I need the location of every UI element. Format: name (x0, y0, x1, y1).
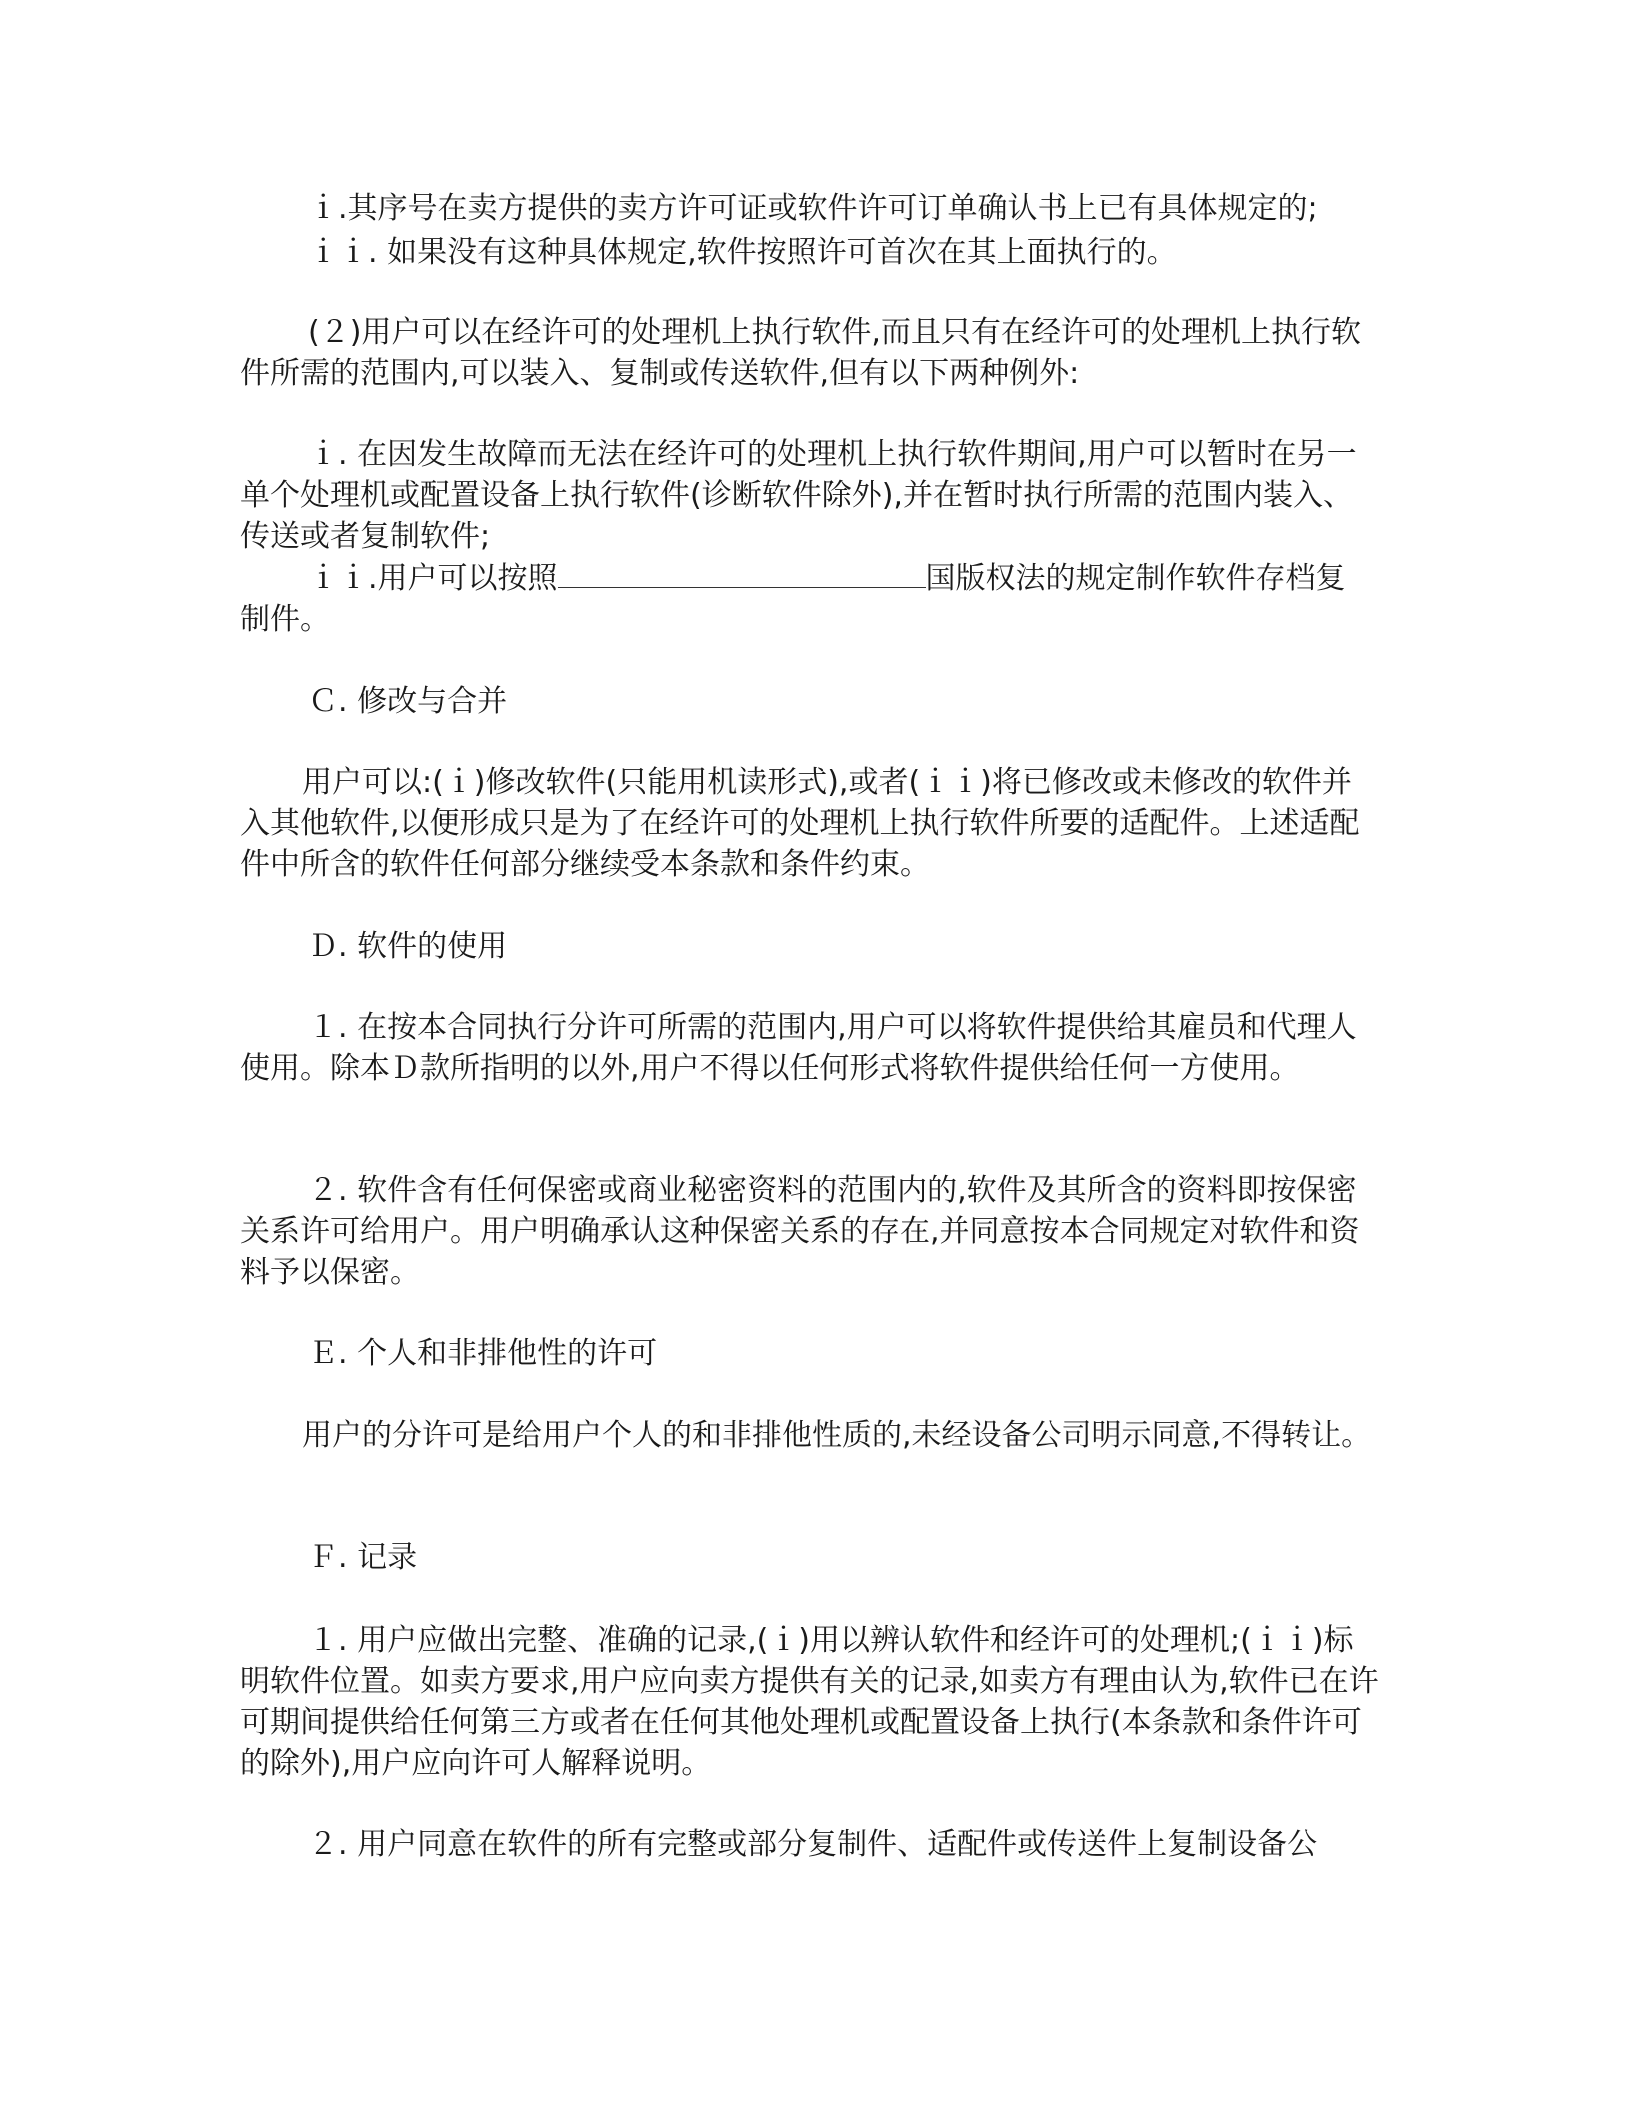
heading-d: Ｄ. 软件的使用 (308, 929, 508, 964)
item-i: ｉ.其序号在卖方提供的卖方许可证或软件许可订单确认书上已有具体规定的; (308, 191, 1318, 226)
paragraph-e: 用户的分许可是给用户个人的和非排他性质的,未经设备公司明示同意,不得转让。 (302, 1418, 1372, 1453)
item-ii: ｉｉ. 如果没有这种具体规定,软件按照许可首次在其上面执行的。 (308, 235, 1177, 270)
paragraph-f1: １. 用户应做出完整、准确的记录,(ｉ)用以辨认软件和经许可的处理机;(ｉｉ)标明软件位置。如卖方要求,用户应向卖方提供有关的记录,如卖方有理由认为,软件已在许可期间提供给任何第三方或者在任何其他处理机或配置设备上执行(本条款和条件许可的除外),用户应向许可人解释说明。 (240, 1623, 1379, 1781)
heading-e: Ｅ. 个人和非排他性的许可 (308, 1336, 658, 1371)
paragraph-c: 用户可以:(ｉ)修改软件(只能用机读形式),或者(ｉｉ)将已修改或未修改的软件并入其他软件,以便形成只是为了在经许可的处理机上执行软件所要的适配件。上述适配件中所含的软件任何部分继续受本条款和条件约束。 (240, 765, 1360, 882)
paragraph-2-item-i: ｉ. 在因发生故障而无法在经许可的处理机上执行软件期间,用户可以暂时在另一单个处理机或配置设备上执行软件(诊断软件除外),并在暂时执行所需的范围内装入、传送或者复制软件; (240, 437, 1357, 554)
paragraph-d1: １. 在按本合同执行分许可所需的范围内,用户可以将软件提供给其雇员和代理人使用。除本Ｄ款所指明的以外,用户不得以任何形式将软件提供给任何一方使用。 (240, 1010, 1357, 1086)
fill-in-blank (558, 559, 926, 588)
heading-f: Ｆ. 记录 (308, 1540, 418, 1575)
paragraph-f2: ２. 用户同意在软件的所有完整或部分复制件、适配件或传送件上复制设备公 (308, 1827, 1318, 1862)
paragraph-d2: ２. 软件含有任何保密或商业秘密资料的范围内的,软件及其所含的资料即按保密关系许可给用户。用户明确承认这种保密关系的存在,并同意按本合同规定对软件和资料予以保密。 (240, 1173, 1360, 1290)
item-ii-text-after: 国版权法的规定制作软件存档复 (925, 561, 1346, 596)
paragraph-2: (２)用户可以在经许可的处理机上执行软件,而且只有在经许可的处理机上执行软件所需的范围内,可以装入、复制或传送软件,但有以下两种例外: (240, 315, 1361, 391)
paragraph-2-item-ii-tail: 制件。 (240, 602, 330, 637)
item-ii-text-before: ｉｉ.用户可以按照 (308, 561, 558, 596)
heading-c: Ｃ. 修改与合并 (308, 684, 508, 719)
paragraph-2-item-ii (308, 558, 1346, 599)
